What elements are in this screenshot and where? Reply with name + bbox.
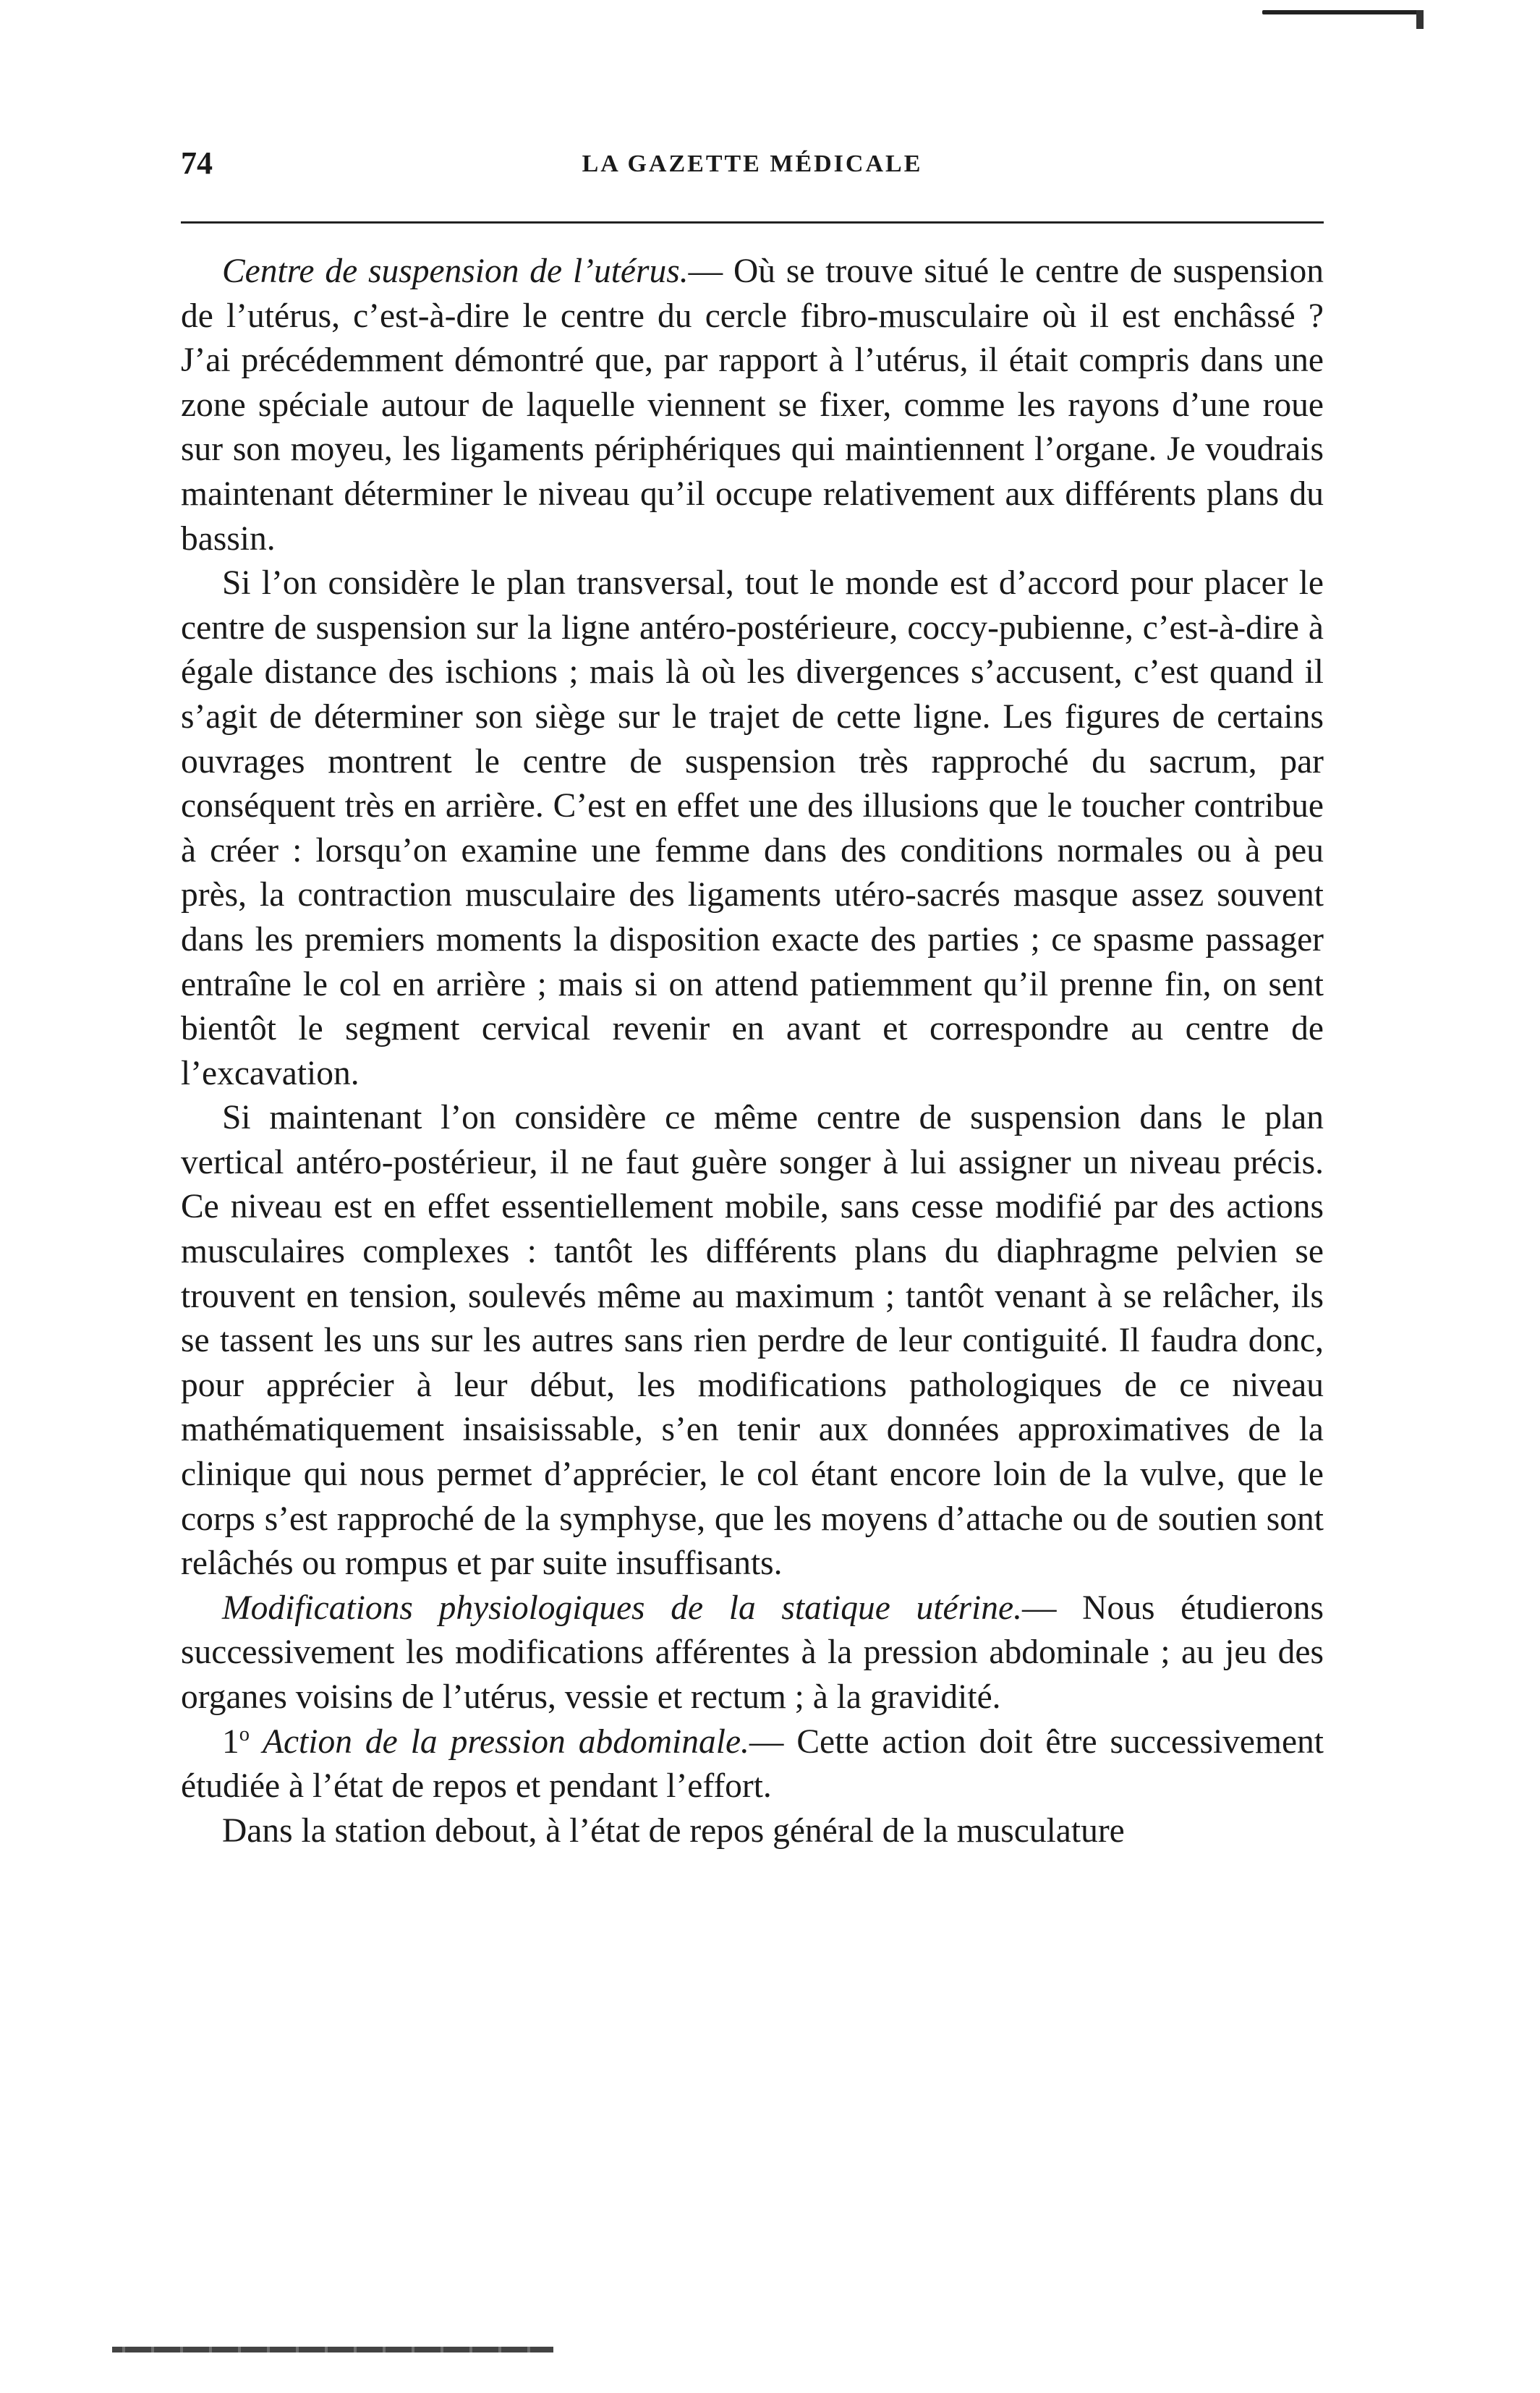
paragraph-text: Si l’on considère le plan transversal, tout le monde est d’accord pour placer le centre de suspension sur la ligne antéro-postérieure, coccy-pubienne, c’est-à-dire à égale distance des ischions ; mais là où les divergences s’accusent, c’est quand il s’agit de déterminer son siège sur le trajet de cette ligne. Les figures de certains ouvrages montrent le centre de suspension très rapproché du sacrum, par conséquent très en arrière. C’est en effet une des illusions que le toucher contribue à créer : lorsqu’on examine une femme dans des conditions normales ou à peu près, la contraction musculaire des ligaments utéro-sacrés masque assez souvent dans les premiers moments la disposition exacte des parties ; ce spasme passager entraîne le col en arrière ; mais si on attend patiemment qu’il prenne fin, on sent bientôt le segment cervical revenir en avant et correspondre au centre de l’excavation. (181, 564, 1324, 1092)
paragraph-text: Cette action doit être successivement étudiée à l’état de repos et pendant l’effort. (181, 1722, 1324, 1806)
heading-dash: — (688, 252, 733, 290)
paragraph-station-debout (181, 1809, 1324, 1854)
paragraph-plan-transversal (181, 561, 1324, 1096)
paragraph-text: Où se trouve situé le centre de suspension de l’utérus, c’est-à-dire le centre du cercle fibro-musculaire où il est enchâssé ? J’ai précédemment démontré que, par rapport à l’utérus, il était compris dans une zone spéciale autour de laquelle viennent se fixer, comme les rayons d’une roue sur son moyeu, les ligaments périphériques qui maintiennent l’organe. Je voudrais maintenant déterminer le niveau qu’il occupe relativement aux différents plans du bassin. (181, 252, 1324, 558)
paragraph-pression-abdominale (181, 1720, 1324, 1809)
article-body (181, 250, 1324, 1853)
section-number: 1 (222, 1722, 239, 1761)
section-heading-centre-suspension: Centre de suspension de l’utérus. (222, 252, 689, 290)
paragraph-plan-vertical (181, 1096, 1324, 1586)
scan-edge-mark-bottom (112, 2347, 553, 2352)
header-rule (181, 221, 1324, 224)
heading-dash: — (1021, 1589, 1083, 1627)
paragraph-text: Nous étudierons successivement les modifications afférentes à la pression abdominale ; au jeu des organes voisins de l’utérus, vessie et rectum ; à la gravidité. (181, 1589, 1324, 1716)
heading-dash: — (749, 1722, 797, 1761)
ordinal-marker: o (239, 1722, 250, 1746)
scan-edge-mark-top (1262, 10, 1418, 14)
paragraph-text: Dans la station debout, à l’état de repos général de la musculature (222, 1811, 1125, 1850)
running-title: LA GAZETTE MÉDICALE (582, 150, 923, 177)
section-heading-modifications: Modifications physiologiques de la statique utérine. (222, 1589, 1022, 1627)
paragraph-modifications (181, 1586, 1324, 1720)
section-heading-pression: Action de la pression abdominale. (262, 1722, 749, 1761)
page-number: 74 (181, 145, 213, 181)
page-header (181, 145, 1324, 188)
paragraph-centre-suspension (181, 250, 1324, 561)
paragraph-text: Si maintenant l’on considère ce même centre de suspension dans le plan vertical antéro-postérieur, il ne faut guère songer à lui assigner un niveau précis. Ce niveau est en effet essentiellement mobile, sans cesse modifié par des actions musculaires complexes : tantôt les différents plans du diaphragme pelvien se trouvent en tension, soulevés même au maximum ; tantôt venant à se relâcher, ils se tassent les uns sur les autres sans rien perdre de leur contiguité. Il faudra donc, pour apprécier à leur début, les modifications pathologiques de ce niveau mathématiquement insaisissable, s’en tenir aux données approximatives de la clinique qui nous permet d’apprécier, le col étant encore loin de la vulve, que le corps s’est rapproché de la symphyse, que les moyens d’attache ou de soutien sont relâchés ou rompus et par suite insuffisants. (181, 1099, 1324, 1583)
